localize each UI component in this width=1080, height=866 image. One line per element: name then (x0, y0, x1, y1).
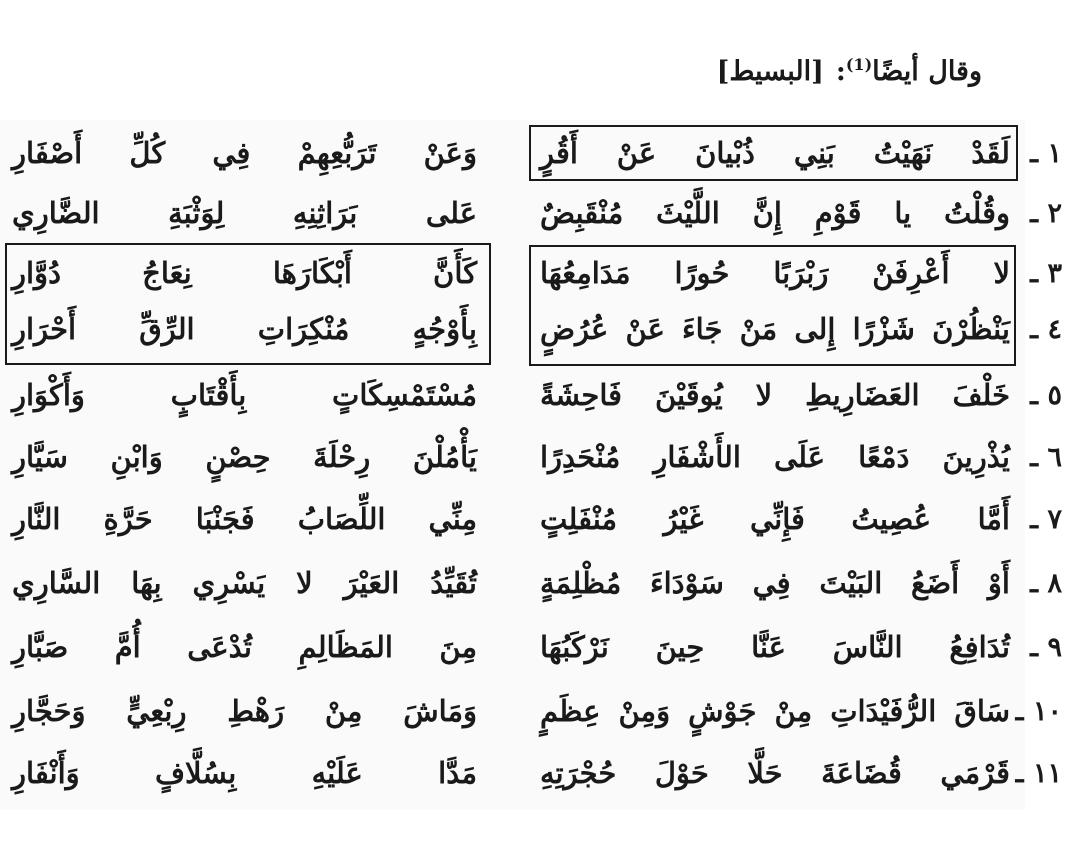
heading-text: وقال أيضًا (872, 56, 982, 87)
verse-second-hemistich: وَعَنْ تَرَبُّعِهِمْ فِي كُلِّ أَصْفَارِ (12, 136, 477, 170)
verse-row-9 (0, 618, 1080, 678)
verse-number: ٦ ـ (1030, 442, 1062, 473)
verse-first-hemistich: سَاقَ الرُّفَيْدَاتِ مِنْ جَوْشٍ وَمِنْ عِظَمٍ (540, 694, 1010, 728)
highlight-box-verse-1 (529, 125, 1018, 181)
meter-label: [البسيط] (716, 56, 824, 87)
verse-number: ٩ ـ (1030, 632, 1062, 663)
heading-separator: : (835, 56, 846, 87)
verse-number: ٧ ـ (1030, 504, 1062, 535)
verse-first-hemistich: لا أَعْرِفَنْ رَبْرَبًا حُورًا مَدَامِعُهَا (540, 256, 1010, 290)
verse-number: ١ ـ (1030, 138, 1062, 169)
verse-number: ٢ ـ (1030, 198, 1062, 229)
verse-number: ٤ ـ (1030, 314, 1062, 345)
verse-first-hemistich: أَوْ أَضَعُ البَيْتَ فِي سَوْدَاءَ مُظْلِمَةٍ (540, 566, 1010, 600)
verse-second-hemistich: بِأَوْجُهٍ مُنْكِرَاتِ الرِّقِّ أَحْرَارِ (12, 312, 477, 346)
verse-number: ٨ ـ (1030, 568, 1062, 599)
verse-first-hemistich: خَلْفَ العَضَارِيطِ لا يُوقَيْنَ فَاحِشَةً (540, 378, 1010, 412)
verse-number: ١٠ ـ (1015, 696, 1062, 727)
verse-second-hemistich: مَدَّا عَلَيْهِ بِسُلَّافٍ وَأَنْفَارِ (12, 756, 477, 790)
verse-first-hemistich: وقُلْتُ يا قَوْمِ إِنَّ اللَّيْثَ مُنْقَبِضٌ (540, 196, 1010, 230)
verse-row-2 (0, 184, 1080, 244)
verse-second-hemistich: تُقَيِّدُ العَيْرَ لا يَسْرِي بِهَا السَّارِي (12, 566, 477, 600)
verse-row-5 (0, 366, 1080, 426)
verse-second-hemistich: وَمَاشَ مِنْ رَهْطِ رِبْعِيٍّ وَحَجَّارِ (12, 694, 477, 728)
poem-heading (717, 55, 982, 87)
verse-row-7 (0, 490, 1080, 550)
verse-first-hemistich: يُذْرِينَ دَمْعًا عَلَى الأَشْفَارِ مُنْحَدِرًا (540, 440, 1010, 474)
verse-second-hemistich: كَأَنَّ أَبْكَارَهَا نِعَاجُ دُوَّارِ (12, 256, 477, 290)
verse-first-hemistich: قَرْمَي قُضَاعَةَ حَلَّا حَوْلَ حُجْرَتِهِ (540, 756, 1010, 790)
verse-first-hemistich: تُدَافِعُ النَّاسَ عَنَّا حِينَ نَرْكَبُهَا (540, 630, 1010, 664)
verse-row-8 (0, 554, 1080, 614)
verse-row-6 (0, 428, 1080, 488)
highlight-box-verses-3-4-second (5, 243, 491, 365)
verse-first-hemistich: لَقَدْ نَهَيْتُ بَنِي ذُبْيانَ عَنْ أَقُرٍ (540, 136, 1010, 170)
highlight-box-verses-3-4 (529, 245, 1016, 366)
verse-number: ٥ ـ (1030, 380, 1062, 411)
verse-first-hemistich: أَمَّا عُصِيتُ فَإِنِّي غَيْرُ مُنْفَلِتٍ (540, 502, 1010, 536)
verse-number: ٣ ـ (1030, 258, 1062, 289)
verse-row-11 (0, 744, 1080, 804)
verse-first-hemistich: يَنْظُرْنَ شَزْرًا إِلى مَنْ جَاءَ عَنْ عُرُضٍ (540, 312, 1010, 346)
verse-second-hemistich: مُسْتَمْسِكَاتٍ بِأَقْتَابٍ وَأَكْوَارِ (12, 378, 477, 412)
verse-number: ١١ ـ (1015, 758, 1062, 789)
verse-second-hemistich: مِنَ المَظَالِمِ تُدْعَى أُمَّ صَبَّارِ (12, 630, 477, 664)
verse-row-10 (0, 682, 1080, 742)
verse-second-hemistich: مِنِّي اللِّصَابُ فَجَنْبَا حَرَّةِ النَّارِ (12, 502, 477, 536)
verse-second-hemistich: عَلى بَرَاثِنِهِ لِوَثْبَةِ الضَّارِي (12, 196, 477, 230)
verse-second-hemistich: يَأْمُلْنَ رِحْلَةَ حِصْنٍ وَابْنِ سَيَّارِ (12, 440, 477, 474)
footnote-marker: (1) (845, 55, 873, 74)
